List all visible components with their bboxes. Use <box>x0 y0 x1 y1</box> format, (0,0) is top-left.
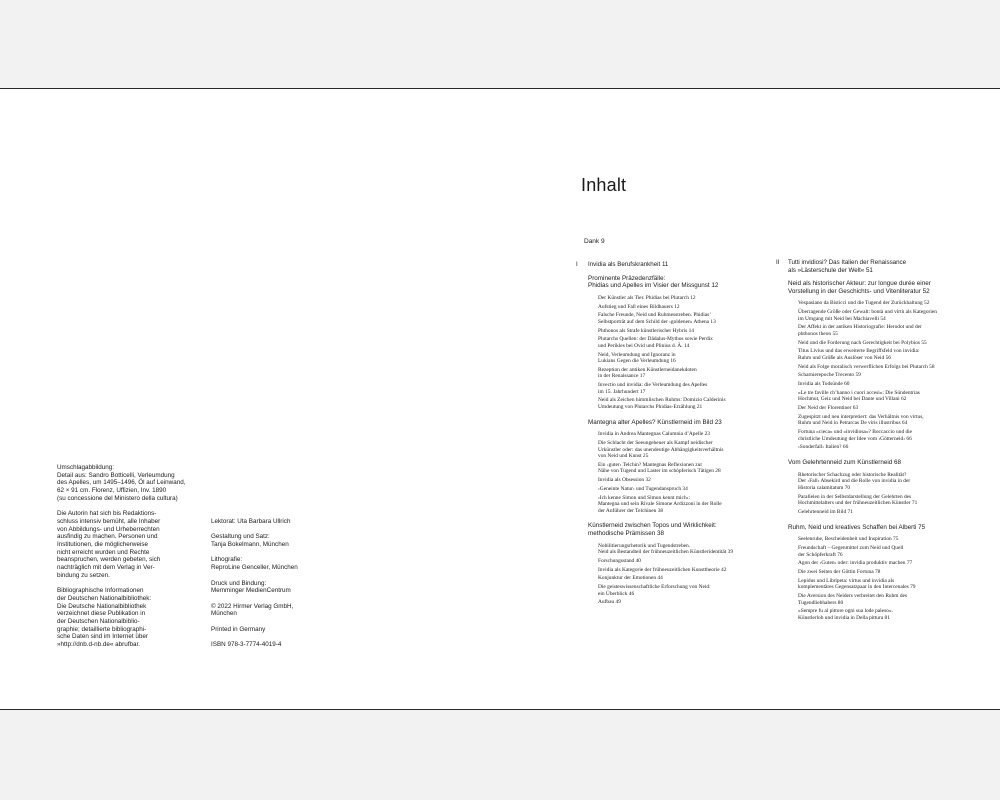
toc-column-left <box>576 261 766 608</box>
entry-line: Invectio und invidia: die Verleumdung des Apelles <box>598 382 708 389</box>
entry-line: Selbstporträt auf dem Schild der ›goldenen‹ Athena 13 <box>598 318 716 325</box>
entry-line: ›Geneinte Natur‹ und Tugendanspruch 34 <box>598 485 688 492</box>
toc-section <box>788 459 986 467</box>
toc-entry <box>598 431 766 438</box>
toc-entry <box>798 381 986 388</box>
biblio-line: Die Deutsche Nationalbibliothek <box>57 602 147 610</box>
section-title: Neid als historischer Akteur: zur longue durée einer <box>788 280 931 288</box>
toc-entry <box>798 578 986 591</box>
chapter-number: I <box>576 261 578 268</box>
entry-line: Der ›Fall‹ Absekird und die Rolle von invidia in der <box>798 478 911 485</box>
toc-entry <box>598 599 766 606</box>
entry-line: Der Affekt in der antiken Historiografie: Herodot und der <box>798 324 922 331</box>
entry-line: Plutarchs Quellen: der Dädalus-Mythos sowie Perdix <box>598 336 713 343</box>
credit-block <box>211 556 351 571</box>
entry-line: Falsche Freunde, Neid und Ruhmesstreben. Phidias’ <box>598 312 712 319</box>
toc-entry <box>798 300 986 307</box>
rights-line: bindung zu setzen. <box>57 571 110 579</box>
toc-entry <box>798 348 986 361</box>
toc-section <box>588 522 766 537</box>
biblio-line: sche Daten sind im Internet über <box>57 633 149 641</box>
cover-heading: Umschlagabbildung: <box>57 464 115 471</box>
book-spread <box>0 88 1000 710</box>
rights-line: ausfindig zu machen. Personen und <box>57 533 158 541</box>
entry-line: Neid als Bestandteil der frühneuzeitlichen Künstleridentität 39 <box>598 549 734 556</box>
entry-line: »Le tre faville ch’hanno i cuori accesi«: Die Sündentrias <box>798 389 920 396</box>
rights-line: schluss intensiv bemüht, alle Inhaber <box>57 517 161 525</box>
chapter-title: Invidia als Berufskrankheit 11 <box>588 261 669 268</box>
toc-entry <box>598 558 766 565</box>
credit-block <box>211 580 351 595</box>
section-title: Mantegna alter Apelles? Künstlerneid im Bild 23 <box>588 418 722 426</box>
entry-line: Hochmut, Geiz und Neid bei Dante und Villani 62 <box>798 396 907 403</box>
section-title: Künstlerneid zwischen Topos und Wirklichkeit: <box>588 522 717 530</box>
toc-entry <box>798 472 986 492</box>
toc-entry <box>598 462 766 475</box>
credit-block <box>211 533 351 548</box>
rights-line: nachträglich mit dem Verlag in Ver- <box>57 564 155 572</box>
credit-block <box>211 518 351 526</box>
entry-line: Ruhm und Neid in Petrarcas De viris illustribus 64 <box>798 420 908 427</box>
entry-line: Seelenruhe, Bescheidenheit und Inspiration 75 <box>798 536 899 543</box>
entry-line: Titus Livius und das erweiterte Begriffsfeld von invidia: <box>798 348 920 355</box>
cover-line: 62 × 91 cm. Florenz, Uffizien, Inv. 1890 <box>57 487 167 495</box>
biblio-line: Bibliographische Informationen <box>57 587 144 595</box>
toc-entry <box>798 494 986 507</box>
entry-line: Agon der ›Guten‹ oder: invidia produktiv machen 77 <box>798 560 913 567</box>
toc-entry <box>598 397 766 410</box>
toc-entry <box>598 328 766 335</box>
entry-line: Tugendliebhabers 80 <box>798 599 844 606</box>
entry-line: der Schöpferkraft 76 <box>798 551 843 558</box>
chapter-number: II <box>776 259 780 266</box>
toc-entry <box>798 324 986 337</box>
toc-entries <box>598 295 766 411</box>
bibliographic-info <box>57 587 207 649</box>
biblio-line: verzeichnet diese Publikation in <box>57 610 146 618</box>
credit-line: Lithografie: <box>211 556 243 564</box>
toc-entry <box>598 304 766 311</box>
entry-line: ›Sonderfall‹ Italien? 66 <box>798 444 849 451</box>
rights-line: Die Autorin hat sich bis Redaktions- <box>57 510 157 518</box>
chapter-title-line: Tutti invidiosi? Das Italien der Renaissance <box>788 259 907 266</box>
entry-line: Ein ›guter‹ Telchin? Mantegnas Reflexionen zur <box>598 461 703 468</box>
section-title: Prominente Präzedenzfälle: <box>588 274 666 282</box>
rights-line: beanspruchen, werden gebeten, sich <box>57 556 161 564</box>
toc-section <box>588 275 766 290</box>
entry-line: Die zwei Seiten der Göttin Fortuna 78 <box>798 568 881 575</box>
toc-column-right <box>776 259 986 624</box>
toc-section <box>588 419 766 427</box>
cover-line: (su concessione del Ministero della cultura) <box>57 494 178 502</box>
section-title: Ruhm, Neid und kreatives Schaffen bei Alberti 75 <box>788 523 926 531</box>
section-title: Phidias und Apelles im Visier der Missgunst 12 <box>588 282 719 290</box>
imprint-credits-column <box>211 518 351 657</box>
toc-entry <box>598 477 766 484</box>
toc-entry <box>798 309 986 322</box>
toc-section <box>788 524 986 532</box>
entry-line: in der Renaissance 17 <box>598 373 646 380</box>
entry-line: Aufstieg und Fall eines Bildhauers 12 <box>598 303 680 310</box>
credit-line: München <box>211 610 237 618</box>
entry-line: Invidia in Andrea Mantegnas Calumnia d’Apelle 23 <box>598 431 710 438</box>
entry-line: Neid, Verleumdung und Ignoranz in <box>598 351 676 358</box>
toc-entry <box>598 352 766 365</box>
credit-line: Printed in Germany <box>211 625 266 633</box>
cover-line: des Apelles, um 1495–1496, Öl auf Leinwand, <box>57 479 186 487</box>
cover-line: Detail aus: Sandro Botticelli, Verleumdung <box>57 471 175 479</box>
toc-entry <box>798 545 986 558</box>
entry-line: Die Aversion des Neiders verbreitet den Ruhm des <box>798 593 908 599</box>
chapter-title <box>788 259 906 274</box>
entry-line: phthonos theon 55 <box>798 330 838 337</box>
toc-entry <box>598 382 766 395</box>
toc-entry <box>598 336 766 349</box>
toc-entry <box>798 536 986 543</box>
entry-line: Nähe von Tugend und Laster im schöpferisch Tätigen 28 <box>598 468 721 475</box>
credit-line: Druck und Bindung: <box>211 579 267 587</box>
toc-entry <box>798 372 986 379</box>
entry-line: Rezeption der antiken Künstlerneidanekdoten <box>598 366 697 373</box>
biblio-line: graphie; detaillierte bibliographi- <box>57 625 147 633</box>
entry-line: Umdeutung von Plutarchs Phidias-Erzählung 21 <box>598 403 703 410</box>
entry-line: Rhetorischer Schachzug oder historische Realität? <box>798 471 907 478</box>
imprint-left-column <box>57 464 207 657</box>
toc-entry <box>598 575 766 582</box>
entry-line: Gelehrtenneid im Bild 71 <box>798 508 853 515</box>
entry-line: Ruhm und Größe als Auslöser von Neid 56 <box>798 354 891 361</box>
entry-line: Neid und die Forderung nach Gerechtigkeit bei Polybios 55 <box>798 339 927 346</box>
section-title: Vorstellung in der Geschichts- und Vitenliteratur 52 <box>788 287 930 295</box>
entry-line: Neid als Folge moralisch verwerflichen Erfolgs bei Plutarch 58 <box>798 363 935 370</box>
toc-chapter <box>776 259 986 274</box>
entry-line: und Perikles bei Ovid und Plinius d. Ä. 14 <box>598 342 690 349</box>
toc-entry <box>598 367 766 380</box>
page-title: Inhalt <box>581 175 627 195</box>
toc-entry <box>598 584 766 597</box>
toc-chapter <box>576 261 766 269</box>
entry-line: Die geisteswissenschaftliche Erforschung von Neid: <box>598 584 711 591</box>
toc-entry <box>798 509 986 516</box>
toc-entry <box>598 543 766 556</box>
section-title: methodische Prämissen 38 <box>588 530 664 537</box>
credit-line: Gestaltung und Satz: <box>211 533 270 541</box>
credit-line: Lektorat: Uta Barbara Ullrich <box>211 518 291 525</box>
entry-line: Der Neid der Florentiner 63 <box>798 405 859 412</box>
entry-line: Urkünstler oder: das unendeutige Abhängigkeitsverhältnis <box>598 446 724 453</box>
toc-dank: Dank 9 <box>584 238 605 245</box>
rights-line: Institutionen, die möglicherweise <box>57 541 149 549</box>
toc-entry <box>798 593 986 606</box>
entry-line: »Sempre fu al pittore ogni sua lode paleso«. <box>798 608 893 615</box>
toc-entry <box>798 560 986 567</box>
entry-line: Fortuna »cieca« und »invidiosa«? Boccaccio und die <box>798 429 913 436</box>
cover-credit <box>57 464 207 503</box>
credit-line: Memminger MedienCentrum <box>211 587 291 595</box>
toc-entry <box>798 340 986 347</box>
entry-line: komplementäres Gegensatzpaar in den Intercenales 79 <box>798 584 916 591</box>
biblio-line: der Deutschen Nationalbiblio- <box>57 618 140 626</box>
entry-line: Hochmittelalters und der frühneuzeitlichen Künstler 71 <box>798 500 918 507</box>
entry-line: im 15. Jahrhundert 17 <box>598 388 646 395</box>
entry-line: Parallelen in der Selbstdarstellung der Gelehrten des <box>798 493 912 500</box>
biblio-line: der Deutschen Nationalbibliothek: <box>57 594 152 602</box>
entry-line: christliche Umdeutung der Idee vom ›Götterneid‹ 66 <box>798 435 912 442</box>
entry-line: ›Ich kenne Simon und Simon kennt mich‹: <box>598 494 690 501</box>
toc-entries <box>598 543 766 606</box>
entry-line: Der Künstler als Tier. Phidias bei Plutarch 12 <box>598 294 696 301</box>
credit-line: Tanja Bokelmann, München <box>211 541 289 549</box>
entry-line: Neid als Zeichen himmlischen Ruhms: Domizio Calderinis <box>598 397 726 404</box>
entry-line: der Anführer der Telchinen 38 <box>598 507 664 514</box>
toc-entry <box>598 567 766 574</box>
entry-line: Die Schlacht der Seeungeheuer als Kampf neidischer <box>598 440 713 446</box>
isbn: ISBN 978-3-7774-4019-4 <box>211 641 282 649</box>
entry-line: ein Überblick 46 <box>598 590 635 597</box>
toc-entry <box>598 295 766 302</box>
rights-line: nicht erreicht wurden und Rechte <box>57 548 150 556</box>
entry-line: Invidia als Kategorie der frühneuzeitlichen Kunsttheorie 42 <box>598 566 727 573</box>
toc-entry <box>598 440 766 460</box>
entry-line: Freundschaft – Gegenmittel zum Neid und Quell <box>798 544 904 551</box>
chapter-title-line: als »Lästerschule der Welt« 51 <box>788 266 873 274</box>
entry-line: Konjunktur der Emotionen 44 <box>598 575 663 582</box>
entry-line: Invidia als Todsünde 60 <box>798 381 850 388</box>
entry-line: Aufbau 49 <box>598 599 621 606</box>
rights-line: von Abbildungs- und Urheberrechten <box>57 525 160 533</box>
rights-notice <box>57 510 207 579</box>
credit-block <box>211 603 351 618</box>
toc-entries <box>798 300 986 451</box>
entry-line: Lukians Gegen die Verleumdung 16 <box>598 358 676 365</box>
entry-line: Überragende Größe oder Gewalt: bontà und virtù als Kategorien <box>798 309 937 316</box>
entry-line: Scharnierepoche Trecento 59 <box>798 372 861 379</box>
toc-entry <box>798 405 986 412</box>
credit-line: © 2022 Hirmer Verlag GmbH, <box>211 602 294 610</box>
entry-line: Nobilitierungsrhetorik und Tugendstreben. <box>598 542 691 549</box>
toc-entry <box>798 608 986 621</box>
entry-line: Mantegna und sein Rivale Simone Ardizzoni in der Rolle <box>598 501 722 508</box>
section-title: Vom Gelehrtenneid zum Künstlerneid 68 <box>788 459 902 467</box>
toc-entry <box>798 414 986 427</box>
entry-line: Phthonos als Strafe künstlerischer Hybris 14 <box>598 327 694 334</box>
toc-entry <box>598 312 766 325</box>
toc-entry <box>798 364 986 371</box>
biblio-line: »http://dnb.d-nb.de« abrufbar. <box>57 641 140 649</box>
toc-entry <box>598 495 766 515</box>
entry-line: Lepidus und Libripeta: virtus und invidia als <box>798 577 895 584</box>
entry-line: Vespasiano da Bisticci und die Tugend der Zurückhaltung 52 <box>798 300 930 307</box>
toc-entries <box>798 472 986 516</box>
entry-line: Künstlerlob und invidia in Della pittura 81 <box>798 614 890 621</box>
credit-block <box>211 626 351 634</box>
entry-line: von Neid und Kunst 25 <box>598 453 649 460</box>
entry-line: Historia calamitatum 70 <box>798 484 851 491</box>
toc-entry <box>798 569 986 576</box>
toc-section <box>788 280 986 295</box>
toc-entries <box>598 431 766 514</box>
toc-entry <box>798 390 986 403</box>
toc-entry <box>798 444 986 451</box>
entry-line: Zugespitzt und neu interpretiert: das Verhältnis von virtus, <box>798 413 924 420</box>
toc-entries <box>798 536 986 621</box>
credit-line: ReproLine Genceller, München <box>211 564 298 572</box>
entry-line: Invidia als Obsession 32 <box>598 477 651 484</box>
entry-line: Forschungsstand 40 <box>598 557 641 564</box>
toc-entry <box>798 429 986 442</box>
toc-entry <box>598 486 766 493</box>
credit-block <box>211 641 351 649</box>
entry-line: im Umgang mit Neid bei Machiavelli 54 <box>798 315 886 322</box>
